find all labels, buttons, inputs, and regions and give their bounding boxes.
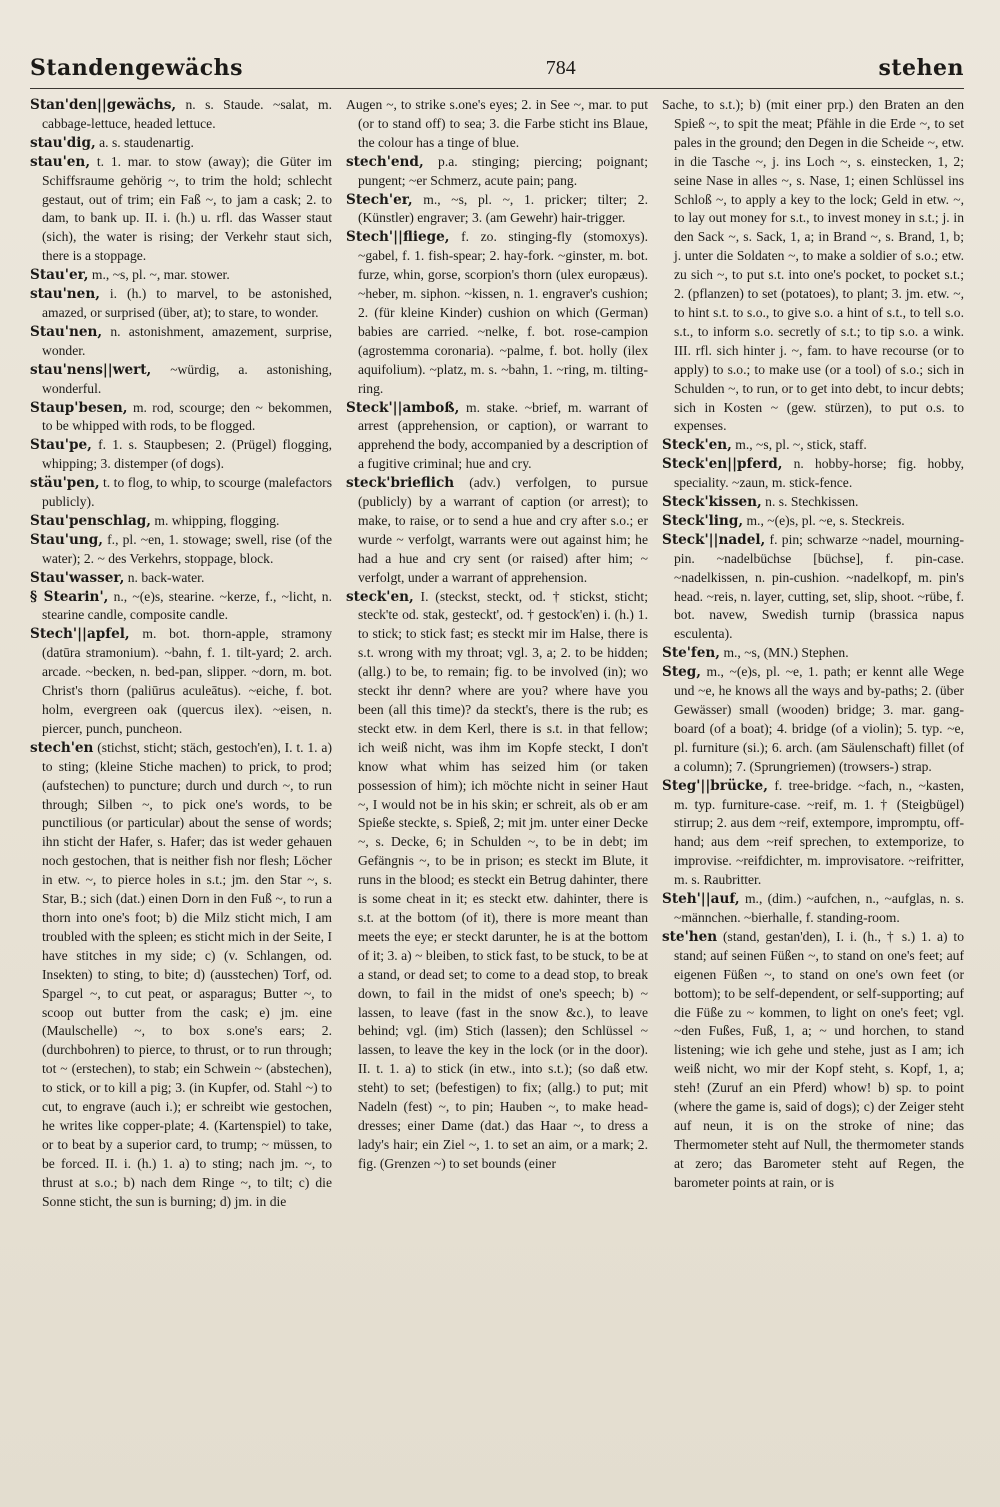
dictionary-entry [30, 134, 332, 153]
definition: m., (dim.) ~aufchen, n., ~aufglas, n. s. ~männchen. ~bierhalle, f. standing-room. [674, 891, 964, 925]
headword: Stau'ung, [30, 531, 103, 548]
page-number: 784 [545, 56, 576, 79]
dictionary-entry [346, 228, 648, 398]
dictionary-entry [346, 588, 648, 1174]
dictionary-entry [346, 191, 648, 229]
dictionary-entry [30, 569, 332, 588]
dictionary-entry [662, 455, 964, 493]
headword: Steck'en||pferd, [662, 456, 783, 473]
definition: f. 1. s. Staupbesen; 2. (Prügel) flogging, whipping; 3. distemper (of dogs). [42, 437, 332, 472]
definition: n., ~(e)s, stearine. ~kerze, f., ~licht, n. stearine candle, composite candle. [42, 588, 332, 623]
headword: Steg, [662, 664, 701, 681]
headword: Steck'kissen, [662, 494, 762, 511]
definition: t. to flog, to whip, to scourge (malefactors publicly). [42, 475, 332, 510]
dictionary-entry [662, 512, 964, 531]
definition: m. stake. ~brief, m. warrant of arrest (apprehension, or caption), or warrant to apprehend the body, accompanied by a description of a fugitive criminal; hue and cry. [358, 399, 648, 472]
left-running-head: Standengewächs [30, 55, 244, 81]
headword: stäu'pen, [30, 475, 100, 492]
text-columns [30, 96, 964, 1487]
definition: (stichst, sticht; stäch, gestoch'en), I. t. 1. a) to sting; (kleine Stiche machen) to prick, to prod; (aufstechen) to puncture; durch und durch ~, to run through; Silben ~, to pick one's words, to be punctilious (or particular) about the sense of words; ihn sticht der Hafer, s. Hafer; das ist weder gehauen noch gestochen, that is neither fish nor flesh; Löcher in etw. ~, to pierce holes in s.t.; jm. den Star ~, s. Star, B.; sich (dat.) einen Dorn in den Fuß ~, to run a thorn into one's foot; b) die Milz sticht mich, I am troubled with the spleen; es sticht mich in der Seite, I have stitches in my side; c) (v. Schlangen, od. Insekten) to sting, to bite; d) (ausstechen) Torf, od. Spargel ~, to cut peat, or asparagus; Butter ~, to scoop out butter from the cask; e) jm. eine (Maulschelle) ~, to box s.one's ears; 2. (durchbohren) to pierce, to thrust, or to run through; tot ~ (erstechen), to stab; ein Schwein ~ (abstechen), to stick, or to kill a pig; 3. (in Kupfer, od. Stahl ~) to cut, to engrave (auch i.); er schreibt wie gestochen, he writes like copper-plate; 4. (Kartenspiel) to take, or to beat by a superior card, to trump; ~ müssen, to be forced. II. i. (h.) 1. a) to sting; nach jm. ~, to thrust at s.o.; b) nach dem Ringe ~, to tilt; c) die Sonne sticht, the sun is burning; d) jm. in die [42, 739, 332, 1209]
definition: n. hobby-horse; fig. hobby, speciality. ~zaun, m. stick-fence. [674, 456, 964, 491]
definition: m. rod, scourge; den ~ bekommen, to be whipped with rods, to be flogged. [42, 399, 332, 434]
definition: Sache, to s.t.); b) (mit einer prp.) den Braten an den Spieß ~, to spit the meat; Pfähle in die Erde ~, to set pales in the ground; den Degen in die Scheide ~, etw. in die Tasche ~, j. ins Loch ~, s. einstecken, 1, 2; seine Nase in alles ~, s. Nase, 1; einen Schlüssel ins Schloß ~, to apply a key to the lock; Geld in etw. ~, to lay out money for s.t., to invest money in s.t.; j. in den Sack ~, s. Sack, 1, a; in Brand ~, s. Brand, 1, b; j. unter die Soldaten ~, to make a soldier of s.o.; etw. zu sich ~, to put s.t. into one's pocket, to pocket s.t.; 2. (pflanzen) to set (potatoes), to plant; 3. jm. etw. ~, to hint s.t. to s.o., to give s.o. a hint of s.t., to tell s.o. s.t., to inform s.o. secretly of s.t.; to tip s.o. a wink. III. rfl. sich hinter j. ~, fam. to have recourse (or to apply) to s.o.; to make use (or a tool) of s.o.; sich in Schulden ~, to run, or to get into debt, to incur debts; sich in Kosten ~ (gew. stürzen), to put o.s. to expenses. [662, 97, 964, 434]
dictionary-entry [30, 323, 332, 361]
definition: f. pin; schwarze ~nadel, mourning-pin. ~nadelbüchse [büchse], f. pin-case. ~nadelkissen, n. pin-cushion. ~nadelkopf, m. pin's head. ~reis, n. layer, cutting, set, slip, shoot. ~rübe, f. bot. navew, Swedish turnip (brassica napus esculenta). [674, 531, 964, 642]
dictionary-entry [662, 663, 964, 776]
headword: stech'en [30, 739, 94, 756]
dictionary-entry [30, 153, 332, 266]
dictionary-entry [30, 285, 332, 323]
running-header [30, 48, 964, 88]
column-1 [30, 96, 332, 1487]
definition: m., ~(e)s, pl. ~e, 1. path; er kennt alle Wege und ~e, he knows all the ways and by-paths; 2. (über Gewässer) small (wooden) bridge; 3. mar. gang-board (of a boat); 4. bridge (of a violin); 5. typ. ~e, pl. furniture (si.); 6. arch. (am Säulenschaft) fillet (of a column); 7. (Sprungriemen) (trowsers-) strap. [674, 664, 964, 774]
headword: Stau'er, [30, 267, 89, 284]
dictionary-entry [662, 777, 964, 890]
headword: stau'nen, [30, 286, 100, 303]
headword: stau'nens||wert, [30, 361, 152, 378]
definition: n. s. Stechkissen. [765, 494, 859, 510]
dictionary-entry [30, 361, 332, 399]
definition: (stand, gestan'den), I. i. (h., † s.) 1. a) to stand; auf seinen Füßen ~, to stand on one's feet; auf eigenen Füßen ~, to stand on one's own feet (or bottom); to be self-dependent, or self-supporting; auf die Füße zu ~ kommen, to light on one's feet; vgl. ~den Fußes, Fuß, 1, a; ~ und horchen, to stand listening; wie ich gehe und stehe, just as I am; ich weiß nicht, wo mir der Kopf steht, s. Kopf, 1, a; steh! (Zuruf an ein Pferd) whow! b) sp. to point (where the game is, said of dogs); c) der Zeiger steht auf neun, it is on the stroke of nine; das Thermometer steht auf Null, the thermometer stands at zero; das Barometer steht auf Regen, the barometer points at rain, or is [674, 928, 964, 1190]
headword: Steck'||nadel, [662, 531, 766, 548]
headword: steck'en, [346, 588, 414, 605]
definition: m. bot. thorn-apple, stramony (datūra stramonium). ~bahn, f. 1. tilt-yard; 2. arch. arcade. ~becken, n. bed-pan, slipper. ~dorn, m. bot. Christ's thorn (paliūrus aculeātus). ~eiche, f. bot. holm, evergreen oak (quercus ilex). ~eisen, n. piercer, punch, puncheon. [42, 626, 332, 736]
headword: Stech'er, [346, 191, 413, 208]
column-2 [346, 96, 648, 1487]
definition: (adv.) verfolgen, to pursue (publicly) by a warrant of caption (or arrest); to make, to raise, or to send a hue and cry after s.o.; er wurde ~ verfolgt, warrants were out against him; he had a hue and cry sent (or raised) after him; ~ verfolgt, under a warrant of apprehension. [358, 475, 648, 585]
dictionary-entry [30, 96, 332, 134]
definition: m., ~(e)s, pl. ~e, s. Steckreis. [746, 512, 905, 528]
headword: Stech'||fliege, [346, 229, 450, 246]
dictionary-entry [662, 493, 964, 512]
headword: Steck'ling, [662, 512, 744, 529]
dictionary-entry [662, 436, 964, 455]
dictionary-entry [346, 474, 648, 587]
dictionary-entry [346, 153, 648, 191]
definition: p.a. stinging; piercing; poignant; pungent; ~er Schmerz, acute pain; pang. [358, 153, 648, 188]
headword: Staup'besen, [30, 399, 128, 416]
dictionary-entry [30, 531, 332, 569]
dictionary-entry [30, 266, 332, 285]
dictionary-entry [662, 96, 964, 436]
headword: Stan'den||gewächs, [30, 97, 177, 113]
dictionary-entry [30, 625, 332, 738]
definition: f. tree-bridge. ~fach, n., ~kasten, m. typ. furniture-case. ~reif, m. 1. † (Steigbügel) stirrup; 2. aus dem ~reif, extempore, impromptu, off-hand; aus dem ~reif sprechen, to extemporize, to improvise. ~reifdichter, m. improvisatore. ~reifritter, m. s. Raubritter. [674, 777, 964, 888]
definition: a. s. staudenartig. [99, 134, 194, 150]
column-3 [662, 96, 964, 1487]
definition: t. 1. mar. to stow (away); die Güter im Schiffsraume gehörig ~, to trim the hold; schlecht gestaut, out of trim; ein Faß ~, to jam a cask; 2. to dam, to bank up. II. i. (h.) u. rfl. das Wasser staut (sich), the water is rising; der Verkehr staut sich, there is a stoppage. [42, 153, 332, 264]
definition: m., ~s, pl. ~, 1. pricker; tilter; 2. (Künstler) engraver; 3. (am Gewehr) hair-trigger. [358, 191, 648, 226]
definition: f., pl. ~en, 1. stowage; swell, rise (of the water); 2. ~ des Verkehrs, stoppage, block. [42, 531, 332, 566]
dictionary-entry [662, 890, 964, 928]
definition: Augen ~, to strike s.one's eyes; 2. in See ~, mar. to put (or to stand off) to sea; 3. die Farbe sticht ins Blaue, the colour has a tinge of blue. [346, 97, 648, 150]
headword: stech'end, [346, 153, 424, 170]
headword: Stech'||apfel, [30, 626, 130, 643]
definition: m., ~s, (MN.) Stephen. [723, 645, 849, 661]
dictionary-entry [30, 588, 332, 626]
definition: n. back-water. [127, 569, 205, 585]
headword: stau'dig, [30, 134, 96, 151]
dictionary-entry [346, 399, 648, 475]
dictionary-entry [30, 474, 332, 512]
definition: m., ~s, pl. ~, stick, staff. [735, 437, 867, 453]
headword: ste'hen [662, 928, 718, 945]
definition: m. whipping, flogging. [154, 512, 280, 528]
headword: Stau'wasser, [30, 569, 125, 586]
headword: Stau'nen, [30, 323, 103, 340]
headword: stau'en, [30, 153, 91, 170]
dictionary-entry [30, 399, 332, 437]
definition: n. astonishment, amazement, surprise, wonder. [42, 323, 332, 358]
headword: § Stearin', [30, 588, 109, 605]
headword: steck'brieflich [346, 475, 455, 492]
definition: n. s. Staude. ~salat, m. cabbage-lettuce, headed lettuce. [42, 97, 332, 131]
headword: Steh'||auf, [662, 891, 740, 908]
dictionary-entry [346, 96, 648, 153]
headword: Stau'pe, [30, 437, 92, 454]
definition: f. zo. stinging-fly (stomoxys). ~gabel, f. 1. fish-spear; 2. hay-fork. ~ginster, m. bot. furze, whin, gorse, scorpion's thorn (ulex europæus). ~heber, m. siphon. ~kissen, n. 1. engraver's cushion; 2. (für kleine Kinder) cushion on which (German) babies are carried. ~nelke, f. bot. rose-campion (agrostemma coronaria). ~palme, f. bot. holly (ilex aquifolium). ~platz, m. s. ~bahn, 1. ~ring, m. tilting-ring. [358, 229, 648, 396]
headword: Steck'||amboß, [346, 399, 460, 416]
definition: i. (h.) to marvel, to be astonished, amazed, or surprised (über, at); to stare, to wonder. [42, 286, 332, 320]
dictionary-entry [30, 739, 332, 1212]
dictionary-entry [662, 928, 964, 1193]
dictionary-entry [662, 531, 964, 644]
dictionary-entry [662, 644, 964, 663]
definition: ~würdig, a. astonishing, wonderful. [42, 361, 332, 396]
dictionary-entry [30, 436, 332, 474]
header-rule [30, 88, 964, 89]
right-running-head: stehen [878, 55, 964, 81]
definition: I. (steckst, steckt, od. † stickst, sticht; steck'te od. stak, gesteckt', od. † gestock'en) i. (h.) 1. to stick; to stick fast; es steckt mir im Halse, there is s.t. wrong with my throat; vgl. 3, a; 2. to be hidden; (allg.) to be, to remain; fig. to be involved (in); wo steckt ihr denn? where are you? where have you been (all this time)? da steckt's, there is the rub; es steckt etw. in dem Kerl, there is s.t. in that fellow; ich weiß nicht, was ihm im Kopfe steckt, I don't know what whim has seized him (or taken possession of him); ich möchte nicht in seiner Haut ~, I would not be in his skin; er schreit, als ob er am Spieße steckte, s. Spieß, 2; mit jm. unter einer Decke ~, s. Decke, 6; in Schulden ~, to be in debt; im Gefängnis ~, to be in prison; es steckt im Blute, it runs in the blood; es steckt ein Betrug dahinter, there is some cheat in it; es steckt etw. dahinter, there is s.t. at the bottom (of it), there is more meant than meets the eye; er steckt darunter, he is at the bottom of it; 3. a) ~ bleiben, to stick fast, to be stuck, to be at a stand, or dead set; to come to a dead stop, to break down, to fail in the midst of one's speech; b) ~ lassen, to leave (fast in the snow &c.), to leave behind; vgl. (im) Stich (lassen); den Schlüssel ~ lassen, to leave the key in the lock (or in the door). II. t. 1. a) to stick (in etw., into s.t.); (so daß etw. steht) to set; (befestigen) to fix; (allg.) to put; mit Nadeln (fest) ~, to pin; Hauben ~, to make head-dresses; einer Dame (dat.) das Haar ~, to dress a lady's hair; ein Ziel ~, 1. to set an aim, or a mark; 2. fig. (Grenzen ~) to set bounds (einer [358, 588, 648, 1171]
definition: m., ~s, pl. ~, mar. stower. [91, 267, 230, 283]
headword: Steg'||brücke, [662, 777, 768, 794]
headword: Ste'fen, [662, 645, 721, 662]
headword: Steck'en, [662, 437, 732, 454]
dictionary-entry [30, 512, 332, 531]
headword: Stau'penschlag, [30, 512, 152, 529]
